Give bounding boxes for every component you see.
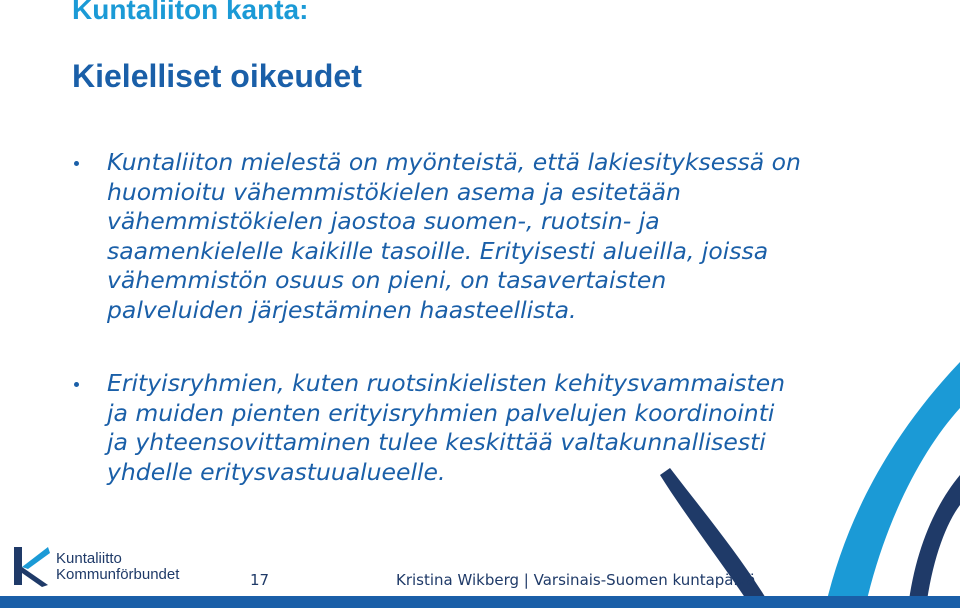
logo-line-fi: Kuntaliitto — [56, 550, 122, 567]
bullet-marker — [74, 161, 79, 166]
slide-subtitle: Kuntaliiton kanta: — [72, 0, 309, 25]
bullet-line: vähemmistön osuus on pieni, on tasavertaisten — [107, 266, 667, 294]
bullet-line: Erityisryhmien, kuten ruotsinkielisten kehitysvammaisten — [107, 369, 786, 397]
logo-text — [56, 551, 179, 583]
footer-presenter: Kristina Wikberg | Varsinais-Suomen kuntapäivä — [396, 571, 756, 589]
swoosh-dark-ribbon — [908, 475, 960, 608]
bullet-line: huomioitu vähemmistökielen asema ja esitetään — [107, 177, 681, 206]
bullet-marker — [74, 382, 79, 387]
kuntaliitto-logo-icon — [12, 545, 52, 587]
bullet-line: ja yhteensovittaminen tulee keskittää valtakunnallisesti — [107, 428, 766, 456]
bullet-line: saamenkielelle kaikille tasoille. Erityisesti alueilla, joissa — [107, 236, 769, 265]
swoosh-decoration — [660, 300, 960, 608]
swoosh-light-ribbon — [825, 362, 960, 608]
slide-title: Kielelliset oikeudet — [72, 58, 362, 94]
bullet-line: Kuntaliiton mielestä on myönteistä, että lakiesityksessä on — [107, 148, 801, 176]
bullet-item — [72, 148, 892, 325]
bullet-line: vähemmistökielen jaostoa suomen-, ruotsin- ja — [107, 207, 660, 235]
logo — [12, 545, 202, 591]
bullet-line: yhdelle eritysvastuualueelle. — [107, 457, 446, 486]
bullet-line: palveluiden järjestäminen haasteellista. — [107, 295, 577, 324]
bullet-line: ja muiden pienten erityisryhmien palvelujen koordinointi — [107, 398, 775, 427]
footer-band — [0, 596, 960, 608]
page-number: 17 — [250, 571, 270, 589]
logo-line-sv: Kommunförbundet — [56, 566, 180, 583]
